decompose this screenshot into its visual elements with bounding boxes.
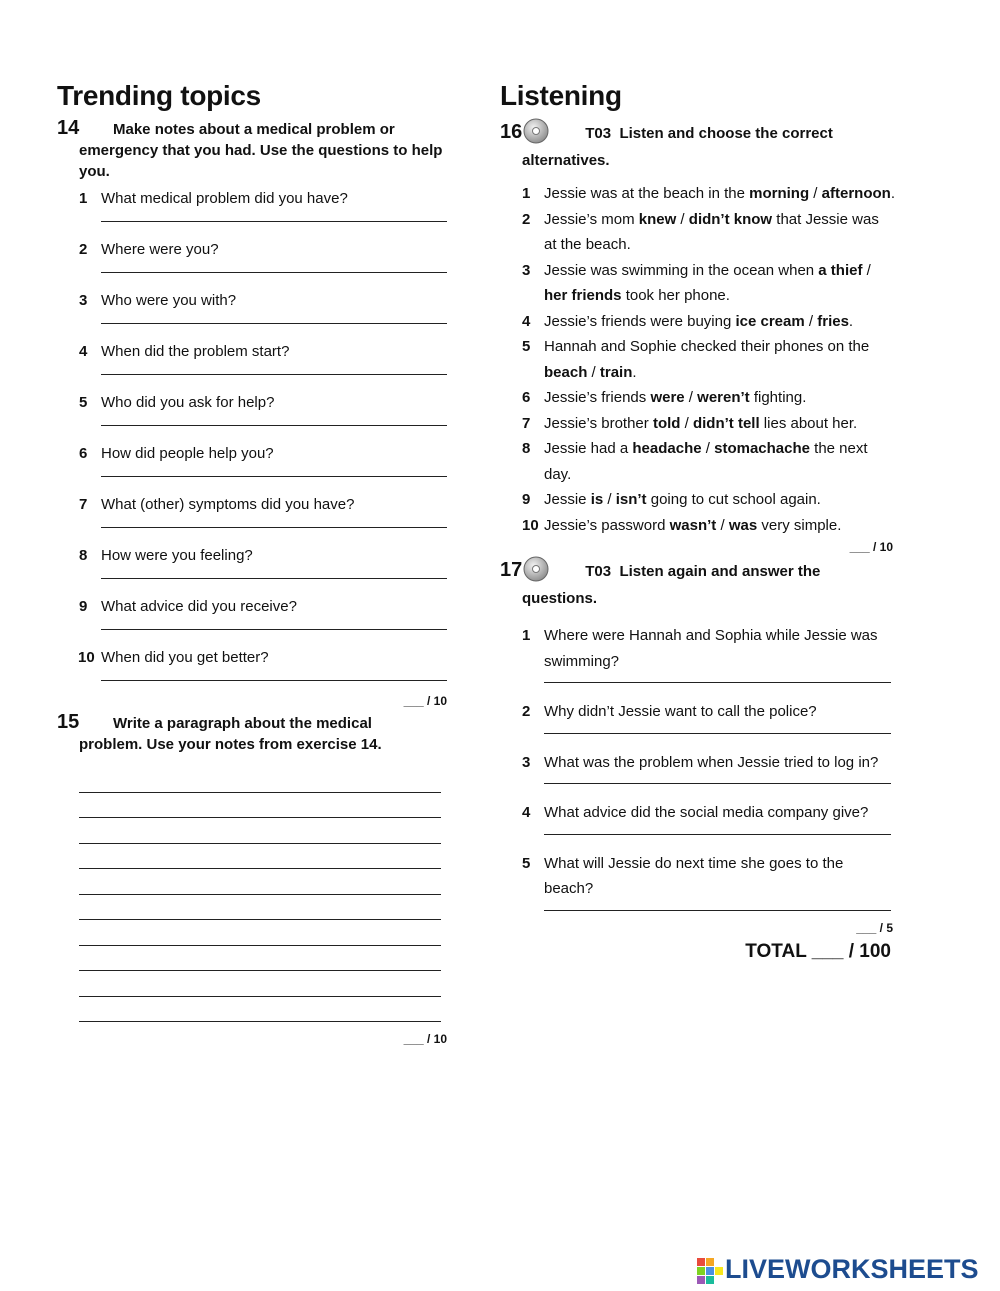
alternative-option[interactable]: stomachache xyxy=(714,440,810,457)
liveworksheets-brand xyxy=(697,1252,997,1286)
question-item xyxy=(57,641,449,692)
question-text: Why didn’t Jessie want to call the police? xyxy=(544,703,817,720)
question-item xyxy=(57,437,449,488)
alternative-option[interactable]: is xyxy=(590,491,604,508)
item-text: . xyxy=(890,185,895,202)
alternative-option[interactable]: were xyxy=(650,389,685,406)
item-text: / xyxy=(680,414,693,432)
question-number: 5 xyxy=(79,394,88,411)
question-text: Where were you? xyxy=(101,241,219,258)
exercise-15-header xyxy=(57,712,449,755)
question-number: 1 xyxy=(522,627,531,644)
item-text: lies about her. xyxy=(759,414,858,432)
item-text: Hannah and Sophie checked their phones on the xyxy=(544,338,870,355)
item-text: Jessie xyxy=(544,491,591,508)
item-text: the next day. xyxy=(544,440,868,483)
alternative-option[interactable]: morning xyxy=(749,185,810,202)
answer-line[interactable] xyxy=(79,971,441,997)
alternative-option[interactable]: weren’t xyxy=(697,389,750,406)
question-item xyxy=(500,851,895,911)
answer-line[interactable] xyxy=(79,767,441,793)
question-item xyxy=(57,284,449,335)
answer-line[interactable] xyxy=(544,910,891,911)
item-text: Jessie’s friends were buying xyxy=(544,312,736,330)
exercise-17-header xyxy=(500,556,895,609)
choice-item xyxy=(500,436,895,487)
question-number: 7 xyxy=(79,496,88,513)
answer-line[interactable] xyxy=(544,834,891,835)
section-title-trending-topics: Trending topics xyxy=(57,80,261,111)
exercise-number: 16 xyxy=(500,121,523,143)
question-text: Who did you ask for help? xyxy=(101,394,275,411)
alternative-option[interactable]: beach xyxy=(544,363,588,381)
answer-line[interactable] xyxy=(79,946,441,972)
exercise-instruction: Listen again and answer the xyxy=(619,563,821,580)
item-number: 4 xyxy=(522,312,531,330)
exercise-instruction-cont: problem. Use your notes from exercise 14. xyxy=(79,736,382,753)
question-item xyxy=(500,699,895,734)
item-text: Jessie had a xyxy=(544,440,633,457)
item-number: 8 xyxy=(522,440,531,457)
answer-line[interactable] xyxy=(101,527,447,528)
exercise-number: 14 xyxy=(57,117,80,139)
answer-line[interactable] xyxy=(79,920,441,946)
answer-line[interactable] xyxy=(79,818,441,844)
item-text: / xyxy=(809,185,822,202)
question-number: 1 xyxy=(79,190,88,207)
alternative-option[interactable]: isn’t xyxy=(615,491,647,508)
exercise-14-score: ___ / 10 xyxy=(403,694,447,708)
question-text: Where were Hannah and Sophia while Jessie was swimming? xyxy=(544,627,878,670)
liveworksheets-logo-icon xyxy=(697,1258,723,1284)
track-label: T03 xyxy=(585,125,612,142)
question-text: What advice did the social media company give? xyxy=(544,804,869,821)
item-text: going to cut school again. xyxy=(646,491,821,508)
question-item xyxy=(57,539,449,590)
item-number: 5 xyxy=(522,338,531,355)
answer-line[interactable] xyxy=(79,895,441,921)
question-text: When did the problem start? xyxy=(101,343,290,360)
alternative-option[interactable]: didn’t know xyxy=(688,210,773,228)
alternative-option[interactable]: wasn’t xyxy=(669,516,717,534)
item-text: Jessie’s friends xyxy=(544,389,651,406)
track-label: T03 xyxy=(585,563,612,580)
item-text: took her phone. xyxy=(621,287,730,304)
answer-line[interactable] xyxy=(101,578,447,579)
right-column xyxy=(500,78,895,963)
answer-line[interactable] xyxy=(79,997,441,1023)
exercise-16-header xyxy=(500,118,895,171)
exercise-instruction-cont: emergency that you had. Use the questions to help you. xyxy=(79,142,443,180)
question-item xyxy=(57,488,449,539)
question-number: 2 xyxy=(522,703,531,720)
item-text: / xyxy=(804,312,818,330)
item-text: / xyxy=(684,389,698,406)
answer-line[interactable] xyxy=(101,425,447,426)
answer-line[interactable] xyxy=(544,733,891,734)
exercise-instruction-cont: questions. xyxy=(522,590,598,607)
question-number: 5 xyxy=(522,854,531,872)
question-text: What was the problem when Jessie tried to log in? xyxy=(544,753,879,771)
audio-cd-icon[interactable] xyxy=(523,118,549,150)
answer-line[interactable] xyxy=(544,682,891,683)
question-text: Who were you with? xyxy=(101,292,237,309)
item-text: Jessie was swimming in the ocean when xyxy=(544,261,819,279)
alternative-option[interactable]: afternoon xyxy=(821,185,891,202)
choice-item xyxy=(500,513,895,539)
answer-line[interactable] xyxy=(101,680,447,681)
alternative-option[interactable]: her friends xyxy=(544,287,622,304)
brand-text: LIVEWORKSHEETS xyxy=(725,1254,979,1284)
exercise-number: 15 xyxy=(57,711,80,733)
exercise-instruction: Listen and choose the correct xyxy=(619,125,833,142)
choice-item xyxy=(500,334,895,385)
item-text: Jessie was at the beach in the xyxy=(544,185,750,202)
question-number: 3 xyxy=(522,753,531,771)
question-item xyxy=(500,800,895,835)
item-text: . xyxy=(848,312,854,330)
item-text: very simple. xyxy=(757,516,842,534)
alternative-option[interactable]: ice cream xyxy=(735,312,805,330)
answer-line[interactable] xyxy=(79,869,441,895)
question-item xyxy=(57,182,449,233)
exercise-instruction: Make notes about a medical problem or xyxy=(113,121,395,138)
item-number: 9 xyxy=(522,491,531,508)
item-text: / xyxy=(701,440,715,457)
question-number: 6 xyxy=(79,445,88,462)
item-text: fighting. xyxy=(749,389,807,406)
answer-line[interactable] xyxy=(101,221,447,222)
item-number: 3 xyxy=(522,261,531,279)
item-text: Jessie’s password xyxy=(544,516,670,534)
answer-line[interactable] xyxy=(101,374,447,375)
paragraph-answer-area[interactable] xyxy=(79,767,441,1022)
question-text: What will Jessie do next time she goes to the beach? xyxy=(544,854,844,897)
section-title-listening: Listening xyxy=(500,80,622,111)
choice-item xyxy=(500,181,895,207)
question-item xyxy=(57,233,449,284)
item-text: . xyxy=(632,363,637,381)
total-score: TOTAL ___ / 100 xyxy=(745,940,891,962)
answer-line[interactable] xyxy=(79,844,441,870)
question-number: 2 xyxy=(79,241,88,258)
item-text: / xyxy=(862,261,871,279)
exercise-16-items xyxy=(500,181,895,538)
question-number: 3 xyxy=(79,292,88,309)
question-number: 8 xyxy=(79,547,88,564)
item-text: that Jessie was at the beach. xyxy=(544,210,879,253)
choice-item xyxy=(500,385,895,411)
exercise-17-score: ___ / 5 xyxy=(856,920,893,935)
exercise-15-score: ___ / 10 xyxy=(403,1032,447,1046)
question-item xyxy=(500,623,895,683)
question-number: 4 xyxy=(79,343,88,360)
alternative-option[interactable]: a thief xyxy=(818,261,863,279)
question-number: 4 xyxy=(522,804,531,821)
alternative-option[interactable]: didn’t tell xyxy=(692,414,760,432)
choice-item xyxy=(500,309,895,335)
item-text: / xyxy=(603,491,616,508)
exercise-16-score: ___ / 10 xyxy=(849,540,893,554)
question-text: What (other) symptoms did you have? xyxy=(101,496,355,513)
item-number: 6 xyxy=(522,389,531,406)
item-text: / xyxy=(676,210,689,228)
exercise-14-header xyxy=(57,118,449,182)
question-number: 9 xyxy=(79,598,88,615)
choice-item xyxy=(500,487,895,513)
exercise-instruction: Write a paragraph about the medical xyxy=(113,715,372,732)
item-text: / xyxy=(716,516,729,534)
exercise-number: 17 xyxy=(500,559,523,581)
alternative-option[interactable]: train xyxy=(599,363,633,381)
question-text: When did you get better? xyxy=(101,649,269,666)
question-item xyxy=(57,590,449,641)
alternative-option[interactable]: headache xyxy=(632,440,702,457)
question-text: How were you feeling? xyxy=(101,547,253,564)
choice-item xyxy=(500,207,895,258)
alternative-option[interactable]: knew xyxy=(638,210,677,228)
item-text: Jessie’s brother xyxy=(544,414,653,432)
alternative-option[interactable]: fries xyxy=(817,312,849,330)
item-number: 1 xyxy=(522,185,531,202)
answer-line[interactable] xyxy=(101,629,447,630)
item-number: 7 xyxy=(522,414,531,432)
item-text: / xyxy=(587,363,600,381)
answer-line[interactable] xyxy=(101,476,447,477)
question-text: What advice did you receive? xyxy=(101,598,297,615)
choice-item xyxy=(500,258,895,309)
question-item xyxy=(500,750,895,785)
question-text: How did people help you? xyxy=(101,445,274,462)
choice-item xyxy=(500,411,895,437)
question-item xyxy=(57,386,449,437)
exercise-17-questions xyxy=(500,623,895,911)
answer-line[interactable] xyxy=(79,793,441,819)
answer-line[interactable] xyxy=(101,323,447,324)
item-number: 2 xyxy=(522,210,531,228)
item-text: Jessie’s mom xyxy=(544,210,639,228)
answer-line[interactable] xyxy=(101,272,447,273)
question-text: What medical problem did you have? xyxy=(101,190,348,207)
exercise-instruction-cont: alternatives. xyxy=(522,152,610,169)
item-number: 10 xyxy=(522,516,539,534)
answer-line[interactable] xyxy=(544,783,891,784)
alternative-option[interactable]: told xyxy=(652,414,681,432)
audio-cd-icon[interactable] xyxy=(523,556,549,588)
left-column xyxy=(57,78,449,1046)
question-number: 10 xyxy=(78,649,95,666)
alternative-option[interactable]: was xyxy=(728,516,758,534)
question-item xyxy=(57,335,449,386)
exercise-14-questions xyxy=(57,182,449,692)
